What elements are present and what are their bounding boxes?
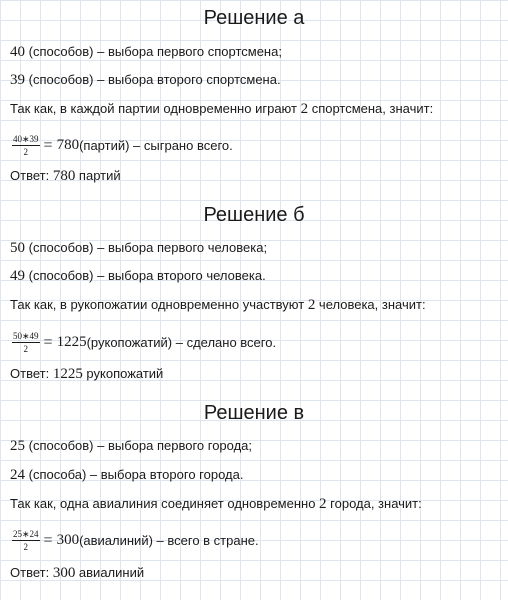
section-a-line-1-number: 40	[10, 44, 25, 60]
section-a-result-number: 780	[56, 137, 80, 153]
section-c-answer-pre: Ответ:	[10, 565, 53, 580]
section-c-line-1-number: 25	[10, 438, 25, 454]
section-c-answer-number: 300	[52, 565, 76, 581]
section-b-line-1-number: 50	[10, 240, 25, 256]
section-b-line-3	[10, 297, 426, 313]
section-c-fraction-numerator: 25∗24	[13, 529, 39, 539]
section-a-answer-post: партий	[75, 168, 121, 183]
section-b-answer-pre: Ответ:	[10, 366, 53, 381]
section-b-line-3-number: 2	[307, 297, 316, 313]
section-a-fraction-numerator: 40∗39	[13, 134, 39, 144]
section-c-formula	[12, 529, 259, 552]
section-b-line-3-pre: Так как, в рукопожатии одновременно участвуют	[10, 297, 308, 312]
section-a-fraction-denominator: 2	[23, 147, 29, 157]
section-b-answer-post: рукопожатий	[82, 366, 164, 381]
section-c-line-1	[10, 438, 252, 454]
section-c-result-text: (авиалиний) – всего в стране.	[79, 533, 259, 548]
section-c-line-1-text: (способов) – выбора первого города;	[25, 438, 253, 453]
section-a-equals: =	[43, 136, 53, 154]
section-c-heading: Решение в	[203, 402, 305, 424]
section-a-line-3-post: спортсмена, значит:	[308, 101, 434, 116]
section-c-answer	[10, 565, 144, 581]
section-c-line-3-post: города, значит:	[326, 496, 422, 511]
section-b-formula	[12, 331, 276, 354]
section-b-line-1-text: (способов) – выбора первого человека;	[25, 240, 268, 255]
section-b-line-2-text: (способов) – выбора второго человека.	[25, 268, 266, 283]
section-a-line-1	[10, 44, 282, 60]
section-c-line-2-text: (способа) – выбора второго города.	[25, 467, 244, 482]
section-b-answer-number: 1225	[52, 366, 83, 382]
section-c-equals: =	[43, 531, 53, 549]
section-a-line-2-number: 39	[10, 72, 25, 88]
section-a-line-3-number: 2	[300, 101, 309, 117]
section-c-line-3-pre: Так как, одна авиалиния соединяет одновременно	[10, 496, 320, 511]
section-c-fraction-denominator: 2	[23, 542, 29, 552]
section-c-line-3-number: 2	[319, 496, 327, 512]
section-b-fraction-numerator: 50∗49	[13, 331, 39, 341]
section-b-line-3-post: человека, значит:	[315, 297, 426, 312]
section-c-result-number: 300	[56, 532, 80, 548]
section-a-answer	[10, 168, 121, 184]
section-a-result-text: (партий) – сыграно всего.	[79, 138, 233, 153]
section-b-fraction-denominator: 2	[23, 344, 29, 354]
section-a-answer-pre: Ответ:	[10, 168, 53, 183]
section-b-fraction	[12, 331, 40, 354]
section-b-line-1	[10, 240, 267, 256]
section-c-line-3	[10, 496, 422, 512]
section-a-formula	[12, 134, 233, 157]
section-b-result-number: 1225	[56, 334, 87, 350]
section-b-heading: Решение б	[203, 204, 305, 226]
section-c-line-2	[10, 467, 243, 483]
section-b-line-2-number: 49	[10, 268, 25, 284]
section-b-answer	[10, 366, 163, 382]
section-a-line-1-text: (способов) – выбора первого спортсмена;	[25, 44, 282, 59]
section-c-fraction	[12, 529, 40, 552]
section-a-line-2-text: (способов) – выбора второго спортсмена.	[25, 72, 281, 87]
section-b-equals: =	[43, 333, 53, 351]
section-a-line-3-pre: Так как, в каждой партии одновременно играют	[10, 101, 301, 116]
section-a-heading: Решение а	[203, 7, 305, 29]
section-c-answer-post: авиалиний	[75, 565, 145, 580]
section-a-line-2	[10, 72, 281, 88]
section-b-line-2	[10, 268, 266, 284]
section-a-fraction	[12, 134, 40, 157]
section-b-result-text: (рукопожатий) – сделано всего.	[86, 335, 277, 350]
section-a-line-3	[10, 101, 433, 117]
section-c-line-2-number: 24	[10, 467, 25, 483]
section-a-answer-number: 780	[52, 168, 76, 184]
